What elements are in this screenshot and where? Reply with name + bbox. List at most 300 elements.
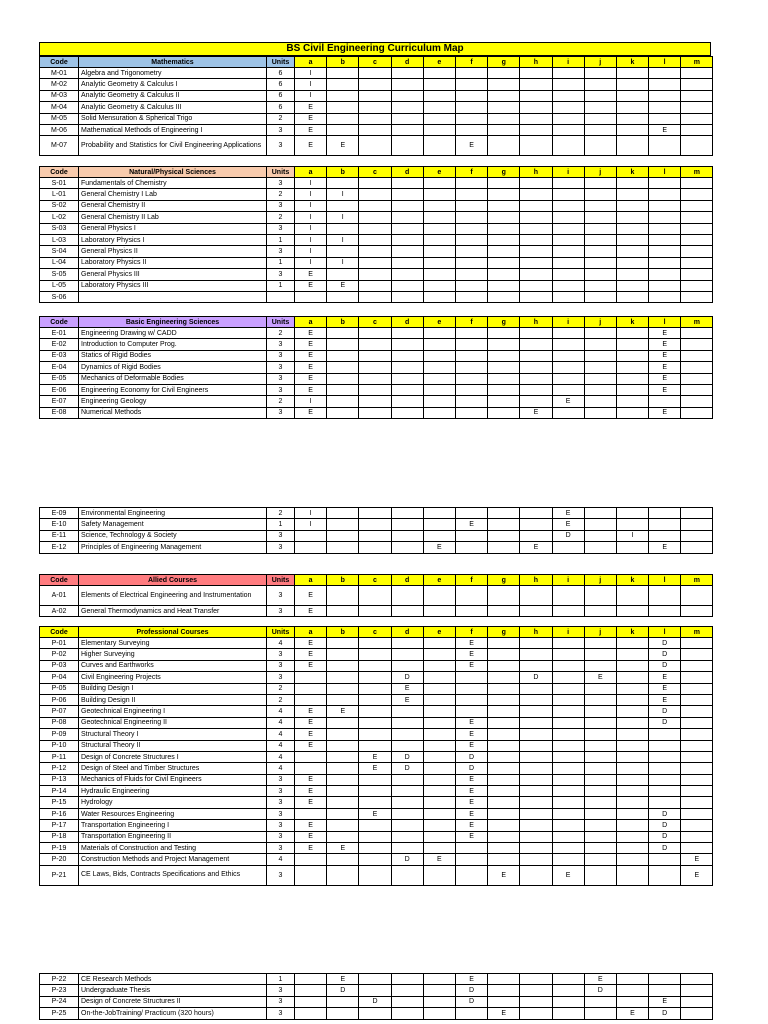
outcome-cell-d bbox=[391, 280, 423, 291]
outcome-cell-k bbox=[616, 638, 648, 649]
outcome-cell-b bbox=[327, 350, 359, 361]
outcome-cell-f bbox=[455, 291, 487, 302]
outcome-cell-j bbox=[584, 519, 616, 530]
outcome-cell-f bbox=[455, 606, 487, 617]
outcome-cell-g bbox=[488, 786, 520, 797]
outcome-cell-m bbox=[681, 519, 713, 530]
outcome-cell-f bbox=[455, 246, 487, 257]
course-name: General Physics III bbox=[79, 269, 267, 280]
outcome-cell-j bbox=[584, 729, 616, 740]
outcome-cell-i bbox=[552, 843, 584, 854]
outcome-cell-h bbox=[520, 339, 552, 350]
course-units: 3 bbox=[267, 865, 295, 885]
outcome-cell-g bbox=[488, 606, 520, 617]
outcome-cell-i bbox=[552, 820, 584, 831]
outcome-cell-g bbox=[488, 124, 520, 135]
outcome-cell-c bbox=[359, 786, 391, 797]
outcome-cell-a: E bbox=[295, 586, 327, 606]
course-name: Materials of Construction and Testing bbox=[79, 843, 267, 854]
outcome-cell-b bbox=[327, 113, 359, 124]
course-name: Analytic Geometry & Calculus I bbox=[79, 79, 267, 90]
outcome-cell-k bbox=[616, 586, 648, 606]
outcome-cell-f bbox=[455, 683, 487, 694]
outcome-cell-k bbox=[616, 269, 648, 280]
outcome-cell-e bbox=[423, 189, 455, 200]
outcome-cell-c bbox=[359, 606, 391, 617]
outcome-cell-i bbox=[552, 774, 584, 785]
outcome-cell-c bbox=[359, 649, 391, 660]
table-row bbox=[40, 996, 713, 1007]
table-row bbox=[40, 865, 713, 885]
course-units: 2 bbox=[267, 328, 295, 339]
outcome-cell-j bbox=[584, 786, 616, 797]
table-row bbox=[40, 717, 713, 728]
course-units: 3 bbox=[267, 407, 295, 418]
outcome-cell-g bbox=[488, 717, 520, 728]
outcome-cell-b bbox=[327, 373, 359, 384]
outcome-cell-j bbox=[584, 246, 616, 257]
course-code: P-17 bbox=[40, 820, 79, 831]
course-code: L-05 bbox=[40, 280, 79, 291]
outcome-cell-d bbox=[391, 974, 423, 985]
outcome-cell-j bbox=[584, 606, 616, 617]
course-code: S-04 bbox=[40, 246, 79, 257]
outcome-cell-h bbox=[520, 808, 552, 819]
outcome-cell-k bbox=[616, 136, 648, 156]
outcome-cell-l: E bbox=[649, 350, 681, 361]
outcome-cell-c bbox=[359, 519, 391, 530]
outcome-cell-j bbox=[584, 384, 616, 395]
outcome-cell-k bbox=[616, 396, 648, 407]
outcome-cell-g bbox=[488, 649, 520, 660]
course-name bbox=[79, 291, 267, 302]
outcome-cell-m bbox=[681, 638, 713, 649]
outcome-cell-b bbox=[327, 649, 359, 660]
outcome-cell-k bbox=[616, 234, 648, 245]
outcome-cell-i bbox=[552, 200, 584, 211]
course-code: E-08 bbox=[40, 407, 79, 418]
outcome-cell-e bbox=[423, 291, 455, 302]
outcome-cell-e bbox=[423, 694, 455, 705]
outcome-cell-i bbox=[552, 672, 584, 683]
course-name: General Physics I bbox=[79, 223, 267, 234]
outcome-cell-k bbox=[616, 763, 648, 774]
outcome-cell-d bbox=[391, 384, 423, 395]
column-header-units: Units bbox=[267, 167, 295, 178]
course-code: A-02 bbox=[40, 606, 79, 617]
outcome-cell-f: D bbox=[455, 763, 487, 774]
table-header-row bbox=[40, 57, 713, 68]
table-row bbox=[40, 291, 713, 302]
course-name: Numerical Methods bbox=[79, 407, 267, 418]
outcome-cell-h bbox=[520, 820, 552, 831]
outcome-cell-g bbox=[488, 683, 520, 694]
outcome-cell-f bbox=[455, 178, 487, 189]
outcome-cell-j bbox=[584, 996, 616, 1007]
outcome-cell-c bbox=[359, 774, 391, 785]
outcome-cell-i: D bbox=[552, 530, 584, 541]
outcome-cell-a bbox=[295, 808, 327, 819]
table-row bbox=[40, 246, 713, 257]
outcome-cell-h bbox=[520, 751, 552, 762]
outcome-cell-c bbox=[359, 797, 391, 808]
course-code: L-01 bbox=[40, 189, 79, 200]
outcome-cell-e bbox=[423, 683, 455, 694]
course-name: Engineering Drawing w/ CADD bbox=[79, 328, 267, 339]
outcome-cell-h bbox=[520, 136, 552, 156]
outcome-cell-d bbox=[391, 102, 423, 113]
outcome-cell-l bbox=[649, 606, 681, 617]
outcome-cell-g bbox=[488, 407, 520, 418]
outcome-header-f: f bbox=[455, 627, 487, 638]
outcome-cell-m bbox=[681, 113, 713, 124]
outcome-cell-e bbox=[423, 68, 455, 79]
outcome-cell-k bbox=[616, 200, 648, 211]
course-code: P-06 bbox=[40, 694, 79, 705]
outcome-cell-i bbox=[552, 373, 584, 384]
outcome-cell-d bbox=[391, 996, 423, 1007]
outcome-cell-m bbox=[681, 350, 713, 361]
course-code: M-05 bbox=[40, 113, 79, 124]
outcome-cell-f: D bbox=[455, 751, 487, 762]
column-header-code: Code bbox=[40, 57, 79, 68]
course-code: S-05 bbox=[40, 269, 79, 280]
course-units: 3 bbox=[267, 339, 295, 350]
outcome-cell-a: E bbox=[295, 660, 327, 671]
outcome-cell-b: I bbox=[327, 189, 359, 200]
outcome-cell-g bbox=[488, 246, 520, 257]
outcome-cell-m bbox=[681, 246, 713, 257]
outcome-header-b: b bbox=[327, 627, 359, 638]
outcome-cell-b bbox=[327, 831, 359, 842]
outcome-cell-g bbox=[488, 200, 520, 211]
outcome-cell-m bbox=[681, 974, 713, 985]
table-row bbox=[40, 350, 713, 361]
outcome-cell-m bbox=[681, 660, 713, 671]
table-row bbox=[40, 234, 713, 245]
course-units: 3 bbox=[267, 269, 295, 280]
course-name: Design of Concrete Structures II bbox=[79, 996, 267, 1007]
outcome-cell-f: E bbox=[455, 808, 487, 819]
course-code: M-02 bbox=[40, 79, 79, 90]
outcome-cell-b: E bbox=[327, 280, 359, 291]
outcome-cell-i bbox=[552, 797, 584, 808]
outcome-cell-c bbox=[359, 350, 391, 361]
outcome-cell-b bbox=[327, 542, 359, 553]
outcome-cell-i bbox=[552, 124, 584, 135]
course-units: 3 bbox=[267, 530, 295, 541]
outcome-cell-f bbox=[455, 508, 487, 519]
outcome-cell-g bbox=[488, 660, 520, 671]
course-code: L-02 bbox=[40, 212, 79, 223]
outcome-cell-k bbox=[616, 189, 648, 200]
outcome-cell-d bbox=[391, 774, 423, 785]
outcome-cell-e bbox=[423, 1008, 455, 1019]
professional-table bbox=[39, 626, 713, 886]
outcome-cell-a: I bbox=[295, 519, 327, 530]
outcome-cell-a bbox=[295, 974, 327, 985]
outcome-cell-m bbox=[681, 189, 713, 200]
table-row bbox=[40, 740, 713, 751]
outcome-cell-j bbox=[584, 660, 616, 671]
outcome-cell-l bbox=[649, 763, 681, 774]
outcome-cell-f bbox=[455, 189, 487, 200]
outcome-cell-d bbox=[391, 1008, 423, 1019]
outcome-cell-b bbox=[327, 339, 359, 350]
outcome-cell-j bbox=[584, 638, 616, 649]
outcome-cell-f bbox=[455, 1008, 487, 1019]
outcome-cell-c bbox=[359, 974, 391, 985]
course-name: Civil Engineering Projects bbox=[79, 672, 267, 683]
course-units: 3 bbox=[267, 350, 295, 361]
outcome-cell-e bbox=[423, 257, 455, 268]
outcome-cell-b: I bbox=[327, 257, 359, 268]
outcome-cell-d bbox=[391, 606, 423, 617]
course-code: L-03 bbox=[40, 234, 79, 245]
outcome-cell-h bbox=[520, 113, 552, 124]
outcome-cell-a: E bbox=[295, 269, 327, 280]
outcome-cell-e bbox=[423, 508, 455, 519]
outcome-cell-f bbox=[455, 373, 487, 384]
table-row bbox=[40, 606, 713, 617]
section-title: Basic Engineering Sciences bbox=[79, 317, 267, 328]
table-row bbox=[40, 649, 713, 660]
course-units: 4 bbox=[267, 638, 295, 649]
outcome-cell-k bbox=[616, 291, 648, 302]
outcome-cell-h bbox=[520, 90, 552, 101]
outcome-cell-b bbox=[327, 223, 359, 234]
course-units: 3 bbox=[267, 178, 295, 189]
outcome-cell-a: E bbox=[295, 373, 327, 384]
outcome-cell-h bbox=[520, 396, 552, 407]
outcome-cell-m bbox=[681, 362, 713, 373]
course-units: 6 bbox=[267, 68, 295, 79]
outcome-cell-g bbox=[488, 189, 520, 200]
outcome-cell-j bbox=[584, 90, 616, 101]
outcome-cell-e bbox=[423, 865, 455, 885]
outcome-header-i: i bbox=[552, 167, 584, 178]
outcome-header-b: b bbox=[327, 57, 359, 68]
outcome-cell-h bbox=[520, 763, 552, 774]
outcome-cell-a: E bbox=[295, 774, 327, 785]
outcome-cell-j bbox=[584, 508, 616, 519]
outcome-cell-i bbox=[552, 212, 584, 223]
course-name: General Chemistry II bbox=[79, 200, 267, 211]
outcome-cell-k bbox=[616, 508, 648, 519]
outcome-cell-l bbox=[649, 212, 681, 223]
course-units: 3 bbox=[267, 660, 295, 671]
outcome-cell-b bbox=[327, 246, 359, 257]
outcome-cell-g bbox=[488, 373, 520, 384]
outcome-cell-g bbox=[488, 508, 520, 519]
outcome-cell-f bbox=[455, 328, 487, 339]
outcome-cell-h bbox=[520, 683, 552, 694]
outcome-cell-i bbox=[552, 740, 584, 751]
outcome-cell-g bbox=[488, 212, 520, 223]
outcome-cell-i: E bbox=[552, 508, 584, 519]
allied-table bbox=[39, 574, 713, 617]
outcome-header-d: d bbox=[391, 575, 423, 586]
course-name: Structural Theory II bbox=[79, 740, 267, 751]
outcome-cell-k bbox=[616, 683, 648, 694]
outcome-cell-d bbox=[391, 729, 423, 740]
course-units: 4 bbox=[267, 729, 295, 740]
outcome-cell-l bbox=[649, 854, 681, 865]
outcome-cell-k bbox=[616, 831, 648, 842]
outcome-cell-e bbox=[423, 974, 455, 985]
outcome-cell-j bbox=[584, 706, 616, 717]
outcome-cell-h bbox=[520, 223, 552, 234]
table-row bbox=[40, 808, 713, 819]
course-name: Undergraduate Thesis bbox=[79, 985, 267, 996]
outcome-cell-f: D bbox=[455, 985, 487, 996]
outcome-cell-l bbox=[649, 865, 681, 885]
basic2-table bbox=[39, 507, 713, 554]
outcome-cell-g bbox=[488, 996, 520, 1007]
table-row bbox=[40, 328, 713, 339]
page-title: BS Civil Engineering Curriculum Map bbox=[39, 42, 711, 56]
outcome-cell-f: E bbox=[455, 717, 487, 728]
outcome-cell-l bbox=[649, 246, 681, 257]
outcome-cell-c bbox=[359, 985, 391, 996]
outcome-cell-a: E bbox=[295, 706, 327, 717]
basic-table bbox=[39, 316, 713, 419]
outcome-cell-d bbox=[391, 200, 423, 211]
math-table bbox=[39, 56, 713, 156]
outcome-cell-b bbox=[327, 396, 359, 407]
outcome-cell-l bbox=[649, 797, 681, 808]
outcome-cell-g bbox=[488, 328, 520, 339]
outcome-cell-d: E bbox=[391, 694, 423, 705]
outcome-cell-b bbox=[327, 751, 359, 762]
outcome-cell-m bbox=[681, 774, 713, 785]
outcome-cell-b bbox=[327, 124, 359, 135]
outcome-cell-i bbox=[552, 362, 584, 373]
outcome-header-g: g bbox=[488, 575, 520, 586]
outcome-cell-g bbox=[488, 831, 520, 842]
course-code: A-01 bbox=[40, 586, 79, 606]
outcome-cell-a bbox=[295, 996, 327, 1007]
outcome-cell-b bbox=[327, 672, 359, 683]
outcome-cell-j bbox=[584, 102, 616, 113]
outcome-cell-i bbox=[552, 257, 584, 268]
outcome-cell-l: E bbox=[649, 407, 681, 418]
outcome-cell-c bbox=[359, 683, 391, 694]
outcome-cell-j: E bbox=[584, 974, 616, 985]
course-code: P-03 bbox=[40, 660, 79, 671]
outcome-header-h: h bbox=[520, 167, 552, 178]
outcome-cell-e bbox=[423, 328, 455, 339]
outcome-cell-b bbox=[327, 269, 359, 280]
outcome-cell-d bbox=[391, 717, 423, 728]
outcome-cell-d bbox=[391, 136, 423, 156]
outcome-cell-h bbox=[520, 717, 552, 728]
course-units: 6 bbox=[267, 90, 295, 101]
outcome-cell-l bbox=[649, 985, 681, 996]
outcome-cell-l bbox=[649, 530, 681, 541]
outcome-cell-a bbox=[295, 530, 327, 541]
outcome-cell-i bbox=[552, 763, 584, 774]
outcome-cell-c bbox=[359, 717, 391, 728]
outcome-cell-k bbox=[616, 797, 648, 808]
course-name: General Chemistry I Lab bbox=[79, 189, 267, 200]
outcome-cell-e bbox=[423, 729, 455, 740]
outcome-cell-f bbox=[455, 68, 487, 79]
course-units: 3 bbox=[267, 831, 295, 842]
outcome-cell-c bbox=[359, 843, 391, 854]
outcome-cell-h bbox=[520, 124, 552, 135]
outcome-header-e: e bbox=[423, 167, 455, 178]
outcome-cell-e bbox=[423, 672, 455, 683]
outcome-cell-b: E bbox=[327, 136, 359, 156]
outcome-cell-b bbox=[327, 774, 359, 785]
course-name: Fundamentals of Chemistry bbox=[79, 178, 267, 189]
outcome-header-i: i bbox=[552, 627, 584, 638]
outcome-cell-g bbox=[488, 519, 520, 530]
outcome-cell-e bbox=[423, 660, 455, 671]
table-row bbox=[40, 797, 713, 808]
outcome-cell-c bbox=[359, 530, 391, 541]
outcome-cell-h bbox=[520, 384, 552, 395]
outcome-cell-e bbox=[423, 350, 455, 361]
outcome-cell-a: I bbox=[295, 189, 327, 200]
outcome-cell-m bbox=[681, 234, 713, 245]
outcome-cell-i bbox=[552, 269, 584, 280]
course-code: P-25 bbox=[40, 1008, 79, 1019]
outcome-cell-d bbox=[391, 223, 423, 234]
outcome-cell-b bbox=[327, 1008, 359, 1019]
course-name: Building Design I bbox=[79, 683, 267, 694]
outcome-cell-c bbox=[359, 291, 391, 302]
outcome-cell-b bbox=[327, 865, 359, 885]
table-row bbox=[40, 831, 713, 842]
outcome-header-j: j bbox=[584, 627, 616, 638]
outcome-cell-g bbox=[488, 269, 520, 280]
outcome-cell-l: E bbox=[649, 124, 681, 135]
outcome-cell-h bbox=[520, 586, 552, 606]
outcome-cell-c bbox=[359, 373, 391, 384]
outcome-cell-c bbox=[359, 90, 391, 101]
outcome-cell-g bbox=[488, 530, 520, 541]
outcome-cell-g bbox=[488, 542, 520, 553]
outcome-cell-g bbox=[488, 396, 520, 407]
outcome-cell-m bbox=[681, 586, 713, 606]
outcome-cell-a bbox=[295, 672, 327, 683]
outcome-cell-l bbox=[649, 200, 681, 211]
outcome-cell-l: E bbox=[649, 328, 681, 339]
table-row bbox=[40, 706, 713, 717]
outcome-cell-e bbox=[423, 280, 455, 291]
outcome-cell-a bbox=[295, 683, 327, 694]
table-row bbox=[40, 508, 713, 519]
outcome-cell-d bbox=[391, 189, 423, 200]
outcome-cell-i bbox=[552, 68, 584, 79]
outcome-cell-g bbox=[488, 113, 520, 124]
outcome-header-a: a bbox=[295, 167, 327, 178]
outcome-cell-e bbox=[423, 384, 455, 395]
outcome-header-f: f bbox=[455, 57, 487, 68]
outcome-cell-a: E bbox=[295, 717, 327, 728]
outcome-cell-g bbox=[488, 234, 520, 245]
outcome-cell-m: E bbox=[681, 854, 713, 865]
outcome-cell-f: E bbox=[455, 820, 487, 831]
course-name: Laboratory Physics II bbox=[79, 257, 267, 268]
course-code: P-21 bbox=[40, 865, 79, 885]
table-row bbox=[40, 729, 713, 740]
outcome-cell-f bbox=[455, 542, 487, 553]
outcome-cell-c bbox=[359, 136, 391, 156]
outcome-cell-k bbox=[616, 606, 648, 617]
